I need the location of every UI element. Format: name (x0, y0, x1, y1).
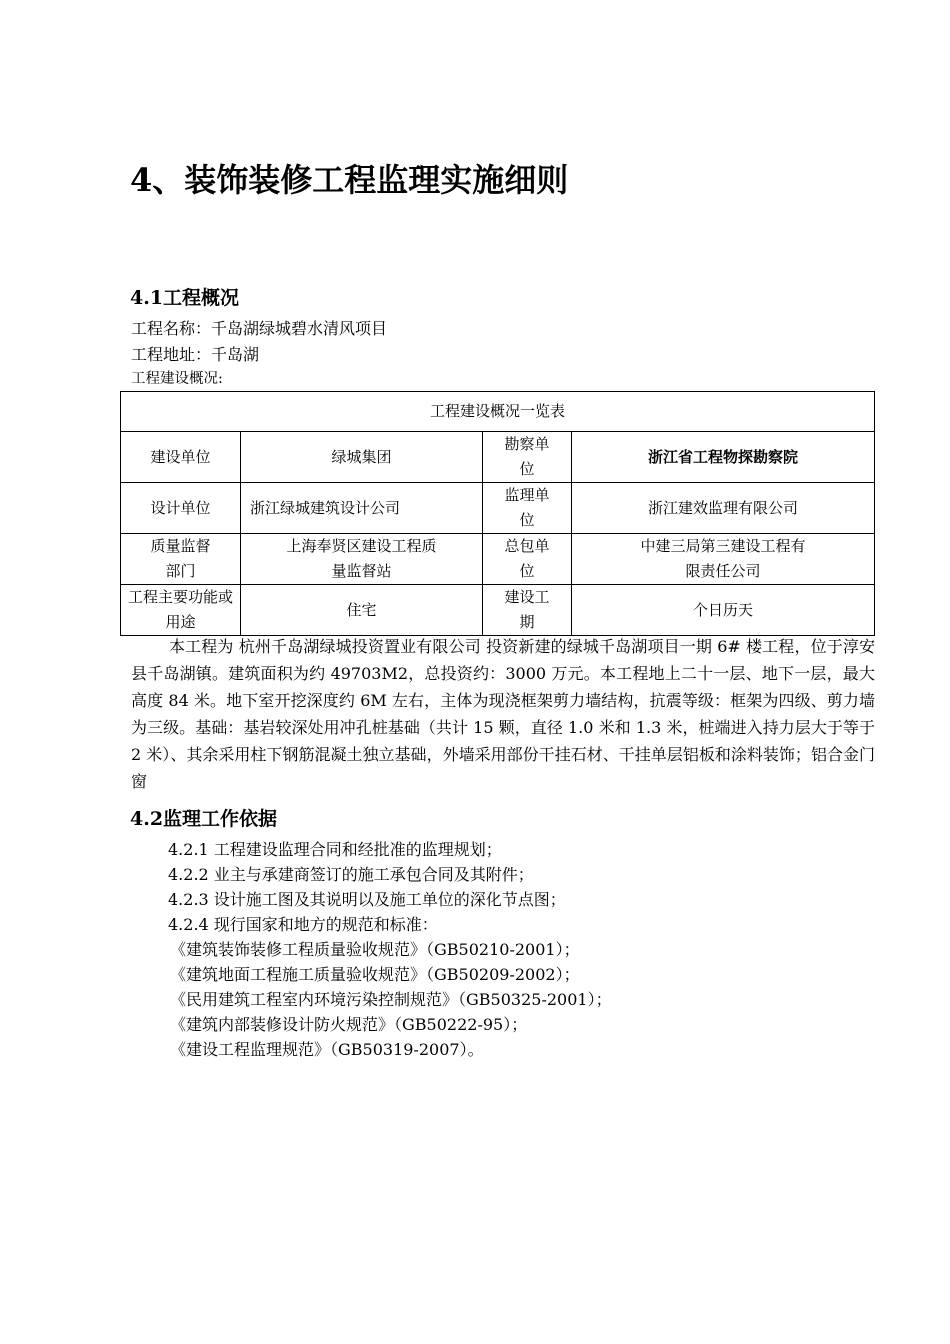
basis-item: 4.2.2 业主与承建商签订的施工承包合同及其附件； (168, 865, 534, 884)
project-description-paragraph: 本工程为 杭州千岛湖绿城投资置业有限公司 投资新建的绿城千岛湖项目一期 6# 楼工程，位于淳安县千岛湖镇。建筑面积为约 49703M2，总投资约：3000 万元。本工程地上二十一层、地下一层，最大高度 84 米。地下室开挖深度约 6M 左右，主体为现浇框架剪力墙结构，抗震等级：框架为四级、剪力墙为三级。基础：基岩较深处用冲孔桩基础（共计 15 颗，直径 1.0 米和 1.3 米，桩端进入持力层大于等于 2 米）、其余采用柱下钢筋混凝土独立基础，外墙采用部份干挂石材、干挂单层铝板和涂料装饰；铝合金门窗 (131, 637, 875, 791)
project-address-line: 工程地址：千岛湖 (131, 345, 260, 364)
table-cell: 工程主要功能或用途 (121, 585, 241, 636)
project-name-line: 工程名称：千岛湖绿城碧水清风项目 (131, 319, 388, 338)
table-row (121, 483, 875, 534)
table-cell: 个日历天 (572, 585, 875, 636)
table-caption: 工程建设概况一览表 (121, 392, 875, 432)
section-heading-overview: 4.1工程概况 (130, 287, 240, 309)
standard-item: 《民用建筑工程室内环境污染控制规范》（GB50325-2001）； (170, 990, 612, 1009)
table-cell: 住宅 (241, 585, 483, 636)
table-cell: 浙江绿城建筑设计公司 (241, 483, 483, 534)
table-cell: 浙江省工程物探勘察院 (572, 432, 875, 483)
standard-item: 《建筑装饰装修工程质量验收规范》（GB50210-2001）； (170, 940, 580, 959)
section-heading-basis: 4.2监理工作依据 (130, 808, 278, 830)
table-caption-row (121, 392, 875, 432)
table-row (121, 585, 875, 636)
standard-item: 《建筑地面工程施工质量验收规范》（GB50209-2002）； (170, 965, 580, 984)
table-row (121, 432, 875, 483)
table-cell: 勘察单位 (483, 432, 572, 483)
table-cell: 浙江建效监理有限公司 (572, 483, 875, 534)
standard-item: 《建设工程监理规范》（GB50319-2007）。 (170, 1040, 484, 1059)
basis-item: 4.2.3 设计施工图及其说明以及施工单位的深化节点图； (168, 890, 566, 909)
table-cell: 监理单位 (483, 483, 572, 534)
document-title: 4、装饰装修工程监理实施细则 (130, 161, 569, 199)
table-cell: 总包单位 (483, 534, 572, 585)
table-cell: 设计单位 (121, 483, 241, 534)
table-row (121, 534, 875, 585)
table-cell: 建设工期 (483, 585, 572, 636)
table-cell: 上海奉贤区建设工程质量监督站 (241, 534, 483, 585)
overview-table (120, 391, 875, 636)
overview-label: 工程建设概况: (131, 371, 223, 387)
table-cell: 绿城集团 (241, 432, 483, 483)
table-cell: 建设单位 (121, 432, 241, 483)
table-cell: 中建三局第三建设工程有限责任公司 (572, 534, 875, 585)
standard-item: 《建筑内部装修设计防火规范》（GB50222-95）； (170, 1015, 528, 1034)
table-cell: 质量监督部门 (121, 534, 241, 585)
basis-item: 4.2.4 现行国家和地方的规范和标准： (168, 915, 438, 934)
basis-item: 4.2.1 工程建设监理合同和经批准的监理规划； (168, 840, 502, 859)
